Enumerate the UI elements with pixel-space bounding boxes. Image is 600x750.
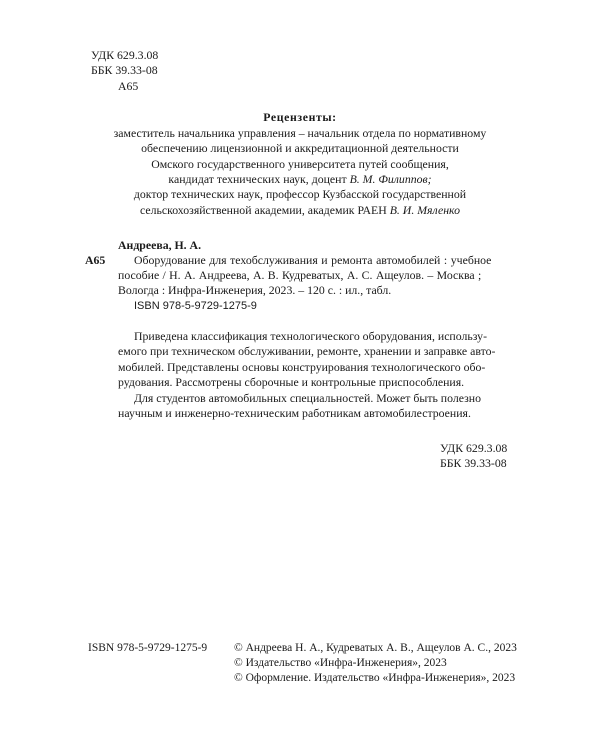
- biblio-title-line-1: Оборудование для техобслуживания и ремонта автомобилей : учебное: [134, 253, 492, 267]
- udk-code-bottom: УДК 629.3.08: [440, 441, 508, 455]
- copyright-design: © Оформление. Издательство «Инфра-Инженерия», 2023: [234, 672, 516, 684]
- biblio-author: Андреева, Н. А.: [118, 238, 202, 252]
- copyright-authors: © Андреева Н. А., Кудреватых А. В., Ащеулов А. С., 2023: [234, 642, 517, 654]
- biblio-isbn: ISBN 978-5-9729-1275-9: [134, 300, 257, 312]
- abstract-p1-line-3: мобилей. Представлены основы конструирования технологического обо-: [118, 360, 486, 374]
- abstract-p1-line-2: емого при техническом обслуживании, ремонте, хранении и заправке авто-: [118, 344, 496, 358]
- biblio-author-mark: А65: [85, 253, 106, 267]
- reviewer-1-line-4: [0, 172, 600, 188]
- reviewers-heading: Рецензенты:: [263, 110, 337, 124]
- bbk-code-bottom: ББК 39.33-08: [440, 456, 507, 470]
- footer-isbn: ISBN 978-5-9729-1275-9: [88, 642, 208, 654]
- abstract-p1-line-1: Приведена классификация технологического оборудования, использу-: [134, 329, 487, 343]
- author-mark-top: А65: [118, 79, 139, 93]
- reviewer-1-line-3: Омского государственного университета путей сообщения,: [151, 157, 449, 171]
- reviewer-1-title: кандидат технических наук, доцент: [168, 172, 350, 186]
- reviewer-1-name: В. М. Филиппов;: [349, 172, 432, 186]
- reviewer-2-line-2: [0, 203, 600, 219]
- reviewer-2-title: сельскохозяйственной академии, академик РАЕН: [139, 203, 390, 217]
- reviewer-2-line-1: доктор технических наук, профессор Кузбасской государственной: [133, 187, 467, 201]
- abstract-p2-line-2: научным и инженерно-техническим работникам автомобилестроения.: [118, 406, 471, 420]
- reviewer-1-line-2: обеспечению лицензионной и аккредитационной деятельности: [141, 141, 459, 155]
- reviewer-2-name: В. И. Мяленко: [389, 203, 461, 217]
- copyright-publisher: © Издательство «Инфра-Инженерия», 2023: [234, 657, 447, 669]
- biblio-title-line-2: пособие / Н. А. Андреева, А. В. Кудреватых, А. С. Ащеулов. – Москва ;: [118, 268, 482, 282]
- biblio-title-line-3: Вологда : Инфра-Инженерия, 2023. – 120 с. : ил., табл.: [118, 283, 392, 297]
- udk-code-top: УДК 629.3.08: [91, 48, 159, 62]
- abstract-p1-line-4: рудования. Рассмотрены сборочные и контрольные приспособления.: [118, 375, 465, 389]
- bbk-code-top: ББК 39.33-08: [91, 63, 158, 77]
- abstract-p2-line-1: Для студентов автомобильных специальностей. Может быть полезно: [134, 391, 481, 405]
- reviewer-1-line-1: заместитель начальника управления – начальник отдела по нормативному: [113, 126, 487, 140]
